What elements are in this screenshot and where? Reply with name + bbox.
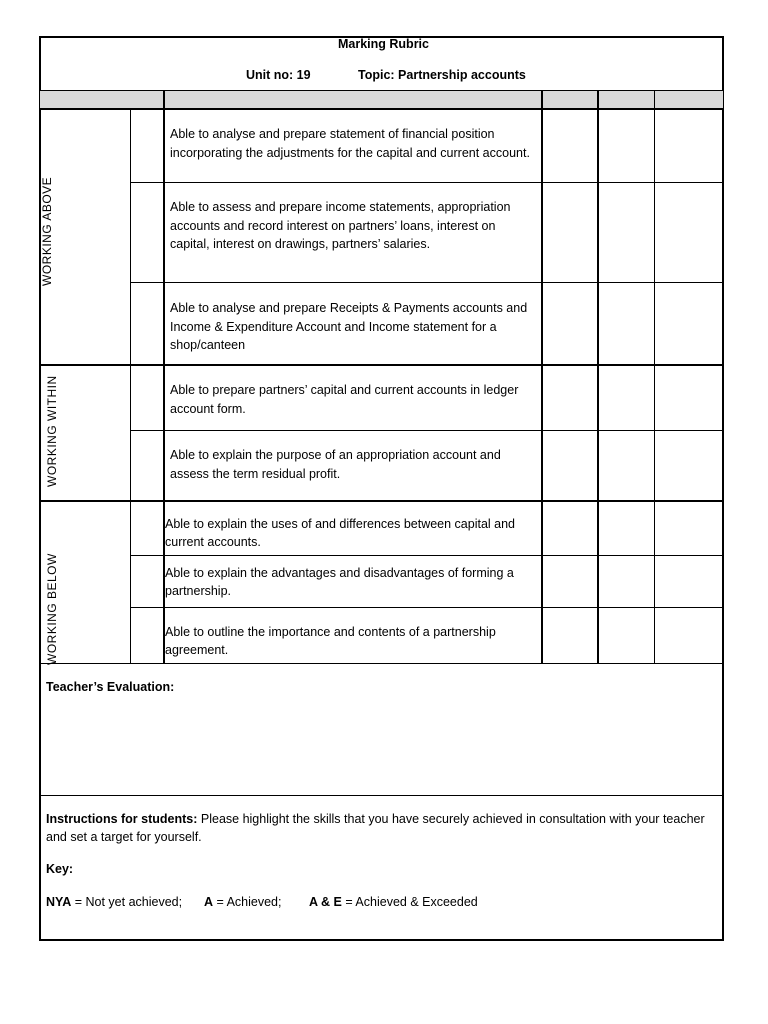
band-separator (40, 364, 723, 366)
key-ae (309, 895, 478, 909)
key-nya-abbr: NYA (46, 895, 72, 909)
skill-8: Able to outline the importance and contents of a partnership agreement. (165, 625, 496, 657)
key-ae-abbr: A & E (309, 895, 342, 909)
instructions-label: Instructions for students: (46, 812, 198, 826)
key-nya-text: = Not yet achieved; (71, 895, 183, 909)
table-bottom-line (40, 663, 723, 664)
col-divider-sub (130, 109, 131, 664)
band-separator (40, 500, 723, 502)
instructions-text-2: and set a target for yourself. (46, 830, 202, 844)
gray-bar-top-line (40, 90, 723, 91)
key-a-text: = Achieved; (213, 895, 282, 909)
band-working-above: WORKING ABOVE (40, 176, 54, 286)
gray-bar-bottom-line (40, 108, 723, 110)
rubric-frame (39, 36, 724, 941)
skill-5: Able to explain the purpose of an appropriation account and assess the term residual profit. (170, 448, 501, 481)
key-nya (46, 895, 182, 909)
skill-6: Able to explain the uses of and differences between capital and current accounts. (165, 517, 516, 549)
instructions-line-1 (46, 812, 705, 826)
column-header-bar (40, 91, 723, 108)
col-divider-grade-2 (597, 91, 599, 664)
instructions-text-1: Please highlight the skills that you have securely achieved in consultation with your teacher (197, 812, 705, 826)
row-line (130, 182, 723, 183)
band-working-within: WORKING WITHIN (45, 375, 59, 487)
rubric-title: Marking Rubric (338, 37, 429, 51)
skill-3: Able to analyse and prepare Receipts & Payments accounts and Income & Expenditure Account and Income statement for a shop/canteen (170, 301, 528, 352)
key-a-abbr: A (204, 895, 214, 909)
evaluation-bottom-line (40, 795, 723, 796)
row-line (130, 282, 723, 283)
topic-label: Topic: Partnership accounts (358, 68, 526, 82)
unit-number: Unit no: 19 (246, 68, 311, 82)
teacher-evaluation-label: Teacher’s Evaluation: (46, 680, 175, 694)
skill-4: Able to prepare partners’ capital and current accounts in ledger account form. (170, 383, 519, 416)
skill-1: Able to analyse and prepare statement of financial position incorporating the adjustments for the capital and current account. (170, 127, 530, 160)
skill-7: Able to explain the advantages and disadvantages of forming a partnership. (165, 566, 514, 598)
col-divider-grade-1 (541, 91, 543, 664)
row-line (130, 555, 723, 556)
key-a (204, 895, 281, 909)
row-line (130, 607, 723, 608)
key-label: Key: (46, 862, 74, 876)
skill-2: Able to assess and prepare income statements, appropriation accounts and record interest on partners’ loans, interest on capital, interest on drawings, partners’ salaries. (170, 200, 511, 251)
key-ae-text: = Achieved & Exceeded (341, 895, 478, 909)
band-working-below: WORKING BELOW (45, 553, 59, 665)
row-line (130, 430, 723, 431)
col-divider-grade-3 (654, 91, 655, 664)
